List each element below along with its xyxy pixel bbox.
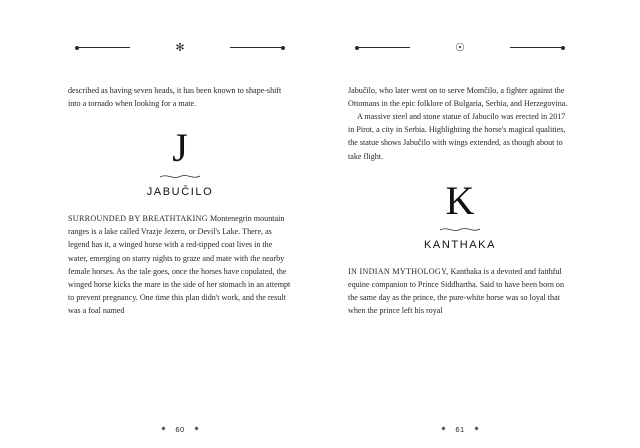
page-number: 60 [175, 425, 185, 434]
right-page [320, 0, 640, 448]
left-page-content [68, 36, 292, 422]
page-number: 61 [455, 425, 465, 434]
ornament-flourish-icon: ☉ [455, 40, 465, 54]
star-ornament-icon: ✷ [160, 425, 167, 433]
right-page-ornament [348, 36, 572, 58]
right-chapter-body [348, 265, 572, 317]
paragraph: A massive steel and stone statue of Jabucilo was erected in 2017 in Pirot, a city in Serbia. Highlighting the horse's magical qualities, the statue shows Jabučilo with wings extended, as though about to take flight. [348, 112, 566, 161]
left-continued-column [68, 84, 292, 110]
star-ornament-icon: ✷ [473, 425, 480, 433]
opening-text: Kanthaka is a devoted and faithful equine companion to Prince Siddhartha. Said to have been born on the same day as the prince, the pure-white horse was so loyal that when the prince left his royal [348, 266, 565, 315]
star-ornament-icon: ✷ [193, 425, 200, 433]
ornament-rule-left [78, 47, 130, 48]
chapter-title: KANTHAKA [423, 238, 497, 251]
swash-divider-icon [159, 172, 201, 181]
ornament-rule-left [358, 47, 410, 48]
chapter-heading-j [68, 125, 292, 199]
left-page-ornament [68, 36, 292, 58]
left-page-footer [0, 425, 320, 434]
star-ornament-icon: ✷ [440, 425, 447, 433]
chapter-heading-k [348, 177, 572, 251]
ornament-flourish-icon: ✻ [175, 40, 185, 54]
chapter-drop-letter: K [445, 177, 475, 223]
paragraph [68, 212, 292, 317]
right-continued-column [348, 84, 572, 163]
paragraph: Jabučilo, who later went on to serve Momčilo, a fighter against the Ottomans in the epic folklore of Bulgaria, Serbia, and Herzegovina. [348, 86, 568, 109]
chapter-drop-letter: J [172, 125, 188, 171]
right-page-content [348, 36, 572, 422]
opening-small-caps: SURROUNDED BY BREATHTAKING [68, 214, 208, 224]
left-chapter-body [68, 212, 292, 317]
opening-text: Montenegrin mountain ranges is a lake called Vrazje Jezero, or Devil's Lake. There, as legend has it, a winged horse with a red-tipped coat lives in the water, emerging on starry nights to graze and mate with the nearby female horses. As the tale goes, once the horses have copulated, the winged horse kicks the mare in the side of her stomach in an attempt to prevent pregnancy. One time this plan didn't work, and the result was a foal named [68, 214, 291, 315]
ornament-rule-right [510, 47, 562, 48]
opening-small-caps: IN INDIAN MYTHOLOGY, [348, 266, 449, 276]
paragraph [348, 265, 572, 317]
paragraph: described as having seven heads, it has been known to shape-shift into a tornado when looking for a mate. [68, 86, 282, 109]
right-page-footer [320, 425, 640, 434]
swash-divider-icon [439, 225, 481, 234]
chapter-title: JABUČILO [146, 186, 214, 199]
ornament-rule-right [230, 47, 282, 48]
